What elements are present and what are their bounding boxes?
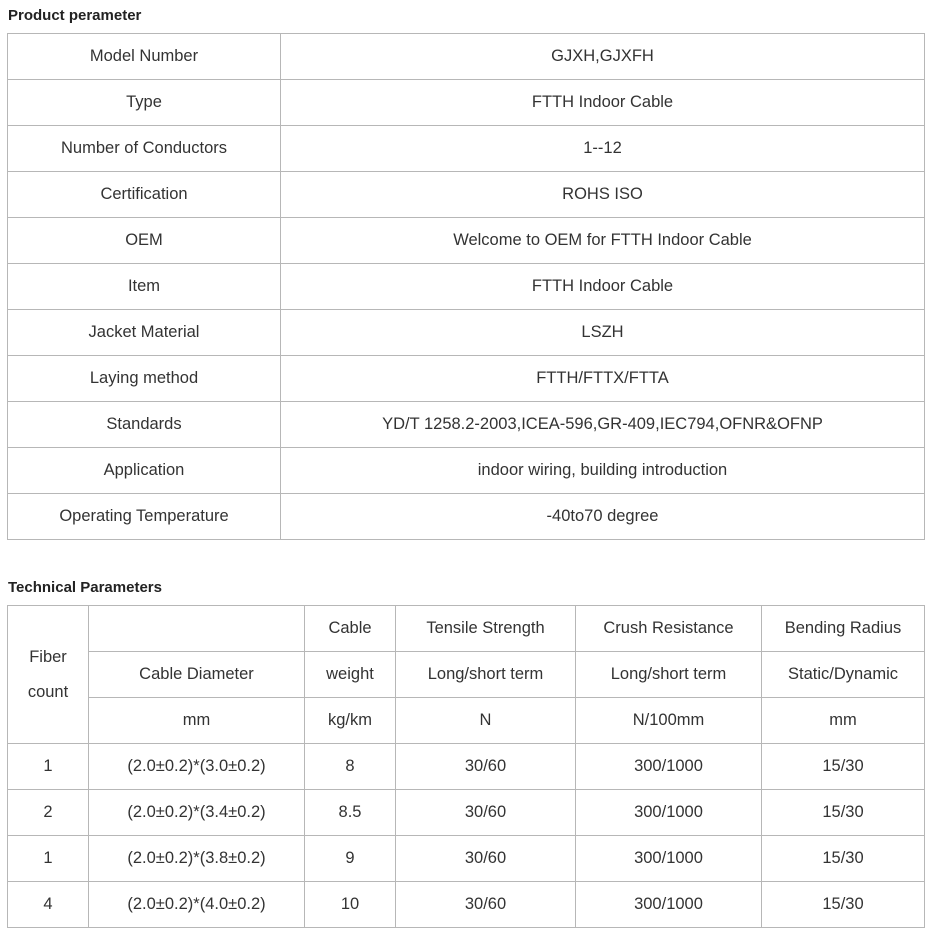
unit-cell: N: [396, 698, 576, 744]
header-cell: Tensile Strength: [396, 606, 576, 652]
param-value: ROHS ISO: [281, 172, 925, 218]
param-value: -40to70 degree: [281, 494, 925, 540]
param-label: Certification: [8, 172, 281, 218]
param-value: GJXH,GJXFH: [281, 34, 925, 80]
param-value: FTTH/FTTX/FTTA: [281, 356, 925, 402]
crush-resistance-cell: 300/1000: [576, 836, 762, 882]
cable-diameter-cell: (2.0±0.2)*(3.0±0.2): [89, 744, 305, 790]
param-value: LSZH: [281, 310, 925, 356]
param-label: Type: [8, 80, 281, 126]
header-cell: Long/short term: [396, 652, 576, 698]
param-value: 1--12: [281, 126, 925, 172]
header-cell: weight: [305, 652, 396, 698]
product-parameter-table: [7, 33, 925, 540]
fiber-count-cell: 1: [8, 744, 89, 790]
param-value: YD/T 1258.2-2003,ICEA-596,GR-409,IEC794,OFNR&OFNP: [281, 402, 925, 448]
fiber-count-cell: 4: [8, 882, 89, 928]
unit-cell: N/100mm: [576, 698, 762, 744]
tensile-strength-cell: 30/60: [396, 836, 576, 882]
table-row: [8, 790, 925, 836]
table-row: [8, 494, 925, 540]
fiber-count-cell: 1: [8, 836, 89, 882]
header-cell: Bending Radius: [762, 606, 925, 652]
table-row: [8, 80, 925, 126]
cable-diameter-cell: (2.0±0.2)*(3.4±0.2): [89, 790, 305, 836]
table-row: [8, 882, 925, 928]
param-label: Model Number: [8, 34, 281, 80]
tensile-strength-cell: 30/60: [396, 882, 576, 928]
param-value: Welcome to OEM for FTTH Indoor Cable: [281, 218, 925, 264]
table-row: [8, 172, 925, 218]
tensile-strength-cell: 30/60: [396, 744, 576, 790]
param-label: Standards: [8, 402, 281, 448]
param-label: Operating Temperature: [8, 494, 281, 540]
param-label: OEM: [8, 218, 281, 264]
fiber-count-header: [8, 606, 89, 744]
table-row: [8, 126, 925, 172]
table-row: [8, 218, 925, 264]
bending-radius-cell: 15/30: [762, 790, 925, 836]
cable-weight-cell: 8.5: [305, 790, 396, 836]
unit-cell: mm: [89, 698, 305, 744]
table-row: [8, 402, 925, 448]
param-label: Jacket Material: [8, 310, 281, 356]
header-row: [8, 606, 925, 652]
crush-resistance-cell: 300/1000: [576, 744, 762, 790]
table-row: [8, 310, 925, 356]
param-label: Laying method: [8, 356, 281, 402]
table-row: [8, 836, 925, 882]
unit-cell: kg/km: [305, 698, 396, 744]
header-row: [8, 698, 925, 744]
table-row: [8, 264, 925, 310]
header-cell: [89, 606, 305, 652]
cable-weight-cell: 9: [305, 836, 396, 882]
param-value: indoor wiring, building introduction: [281, 448, 925, 494]
bending-radius-cell: 15/30: [762, 744, 925, 790]
param-label: Number of Conductors: [8, 126, 281, 172]
tensile-strength-cell: 30/60: [396, 790, 576, 836]
product-parameter-heading: Product perameter: [8, 7, 142, 24]
cable-diameter-cell: (2.0±0.2)*(3.8±0.2): [89, 836, 305, 882]
bending-radius-cell: 15/30: [762, 836, 925, 882]
header-row: [8, 652, 925, 698]
cable-weight-cell: 8: [305, 744, 396, 790]
header-cell: Long/short term: [576, 652, 762, 698]
table-row: [8, 34, 925, 80]
header-cell: Crush Resistance: [576, 606, 762, 652]
param-label: Application: [8, 448, 281, 494]
header-cell: Cable Diameter: [89, 652, 305, 698]
cable-weight-cell: 10: [305, 882, 396, 928]
cable-diameter-cell: (2.0±0.2)*(4.0±0.2): [89, 882, 305, 928]
technical-parameters-table: [7, 605, 925, 928]
crush-resistance-cell: 300/1000: [576, 882, 762, 928]
fiber-count-header-line2: count: [27, 682, 69, 701]
param-value: FTTH Indoor Cable: [281, 80, 925, 126]
param-label: Item: [8, 264, 281, 310]
table-row: [8, 356, 925, 402]
header-cell: Cable: [305, 606, 396, 652]
table-row: [8, 448, 925, 494]
fiber-count-cell: 2: [8, 790, 89, 836]
header-cell: Static/Dynamic: [762, 652, 925, 698]
crush-resistance-cell: 300/1000: [576, 790, 762, 836]
fiber-count-header-line1: Fiber: [29, 647, 67, 666]
unit-cell: mm: [762, 698, 925, 744]
bending-radius-cell: 15/30: [762, 882, 925, 928]
technical-parameters-heading: Technical Parameters: [8, 579, 162, 596]
table-row: [8, 744, 925, 790]
param-value: FTTH Indoor Cable: [281, 264, 925, 310]
